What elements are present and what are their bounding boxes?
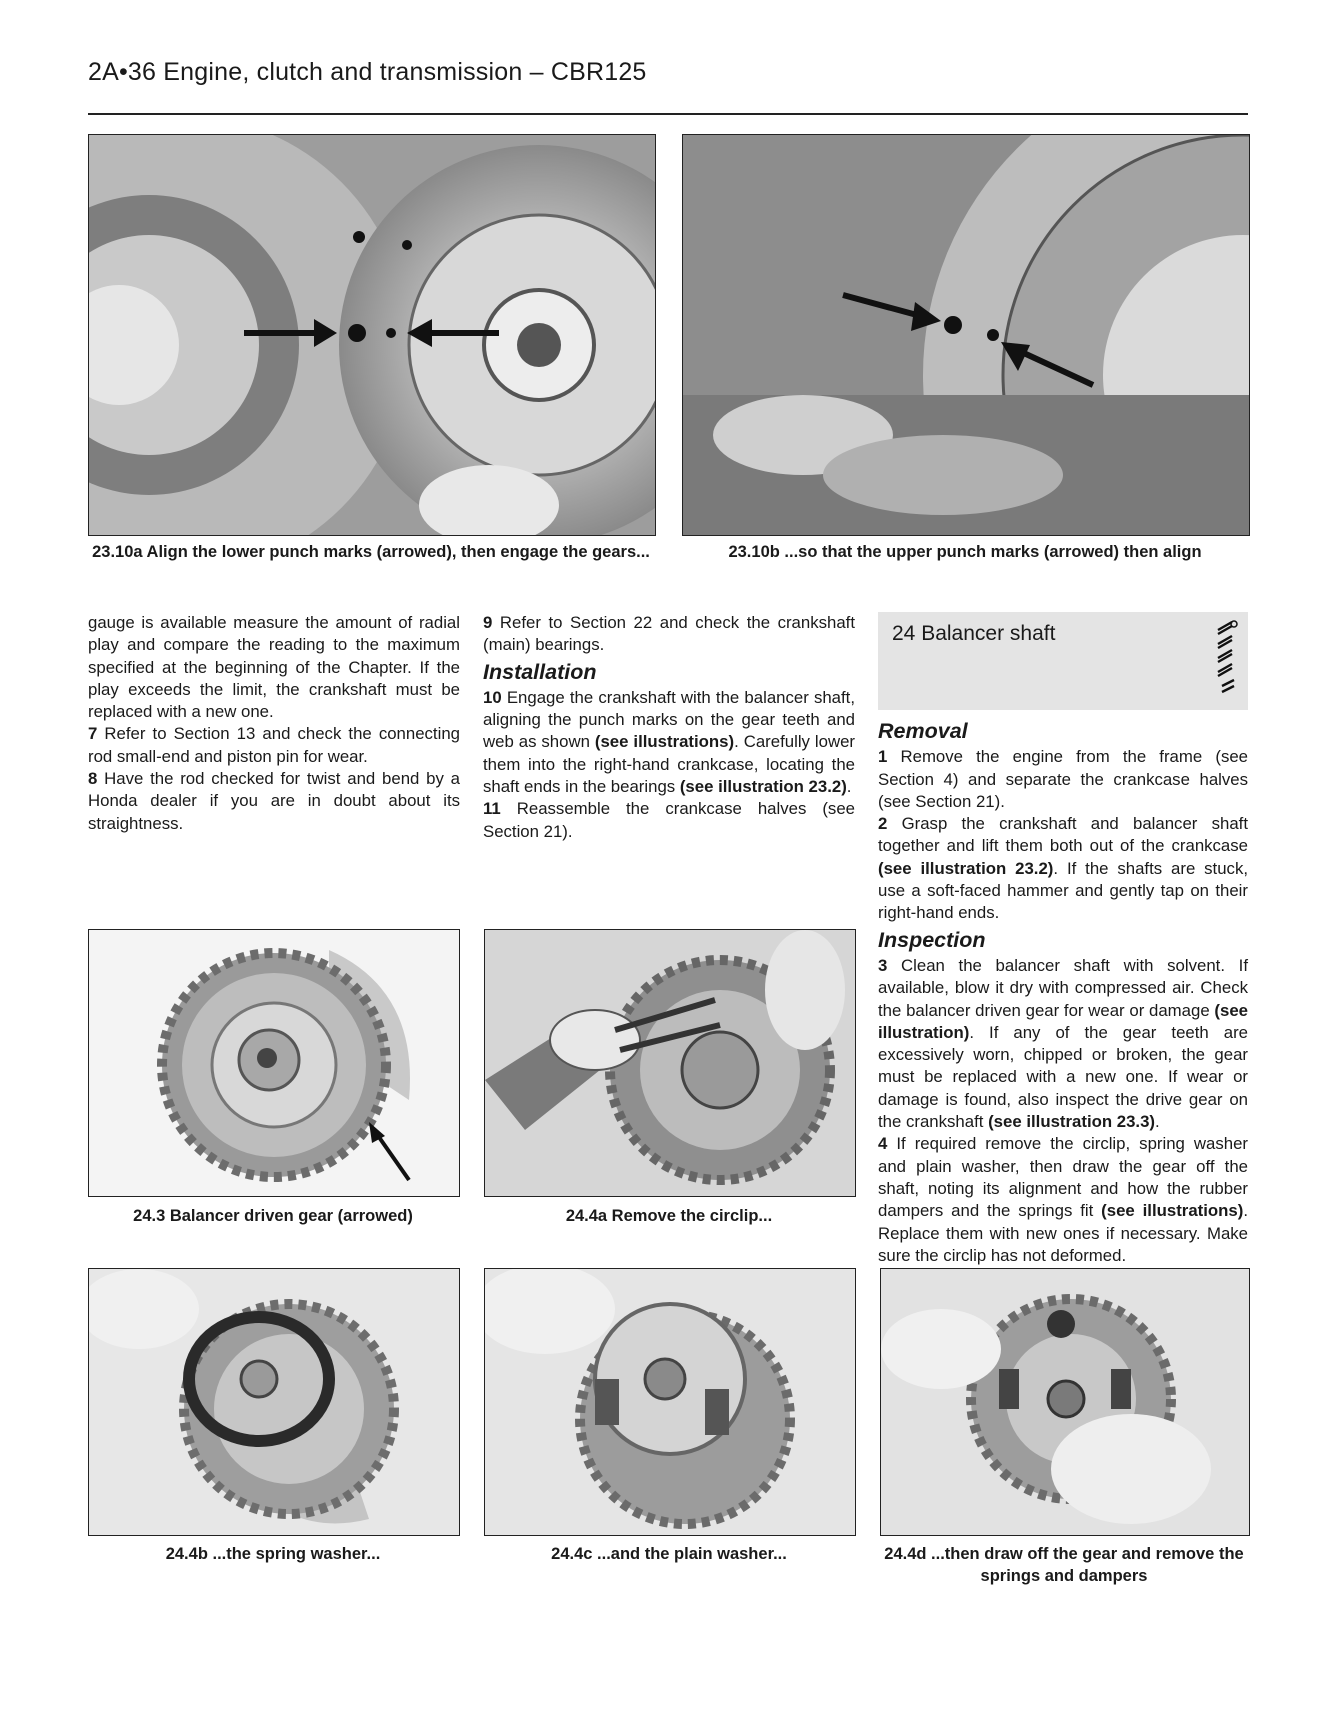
inspection-heading: Inspection <box>878 927 986 952</box>
header-rule <box>88 113 1248 115</box>
para-10-num: 10 <box>483 687 502 707</box>
para-24-2-text-a: Grasp the crankshaft and balancer shaft together and lift them both out of the crankcase <box>878 814 1248 856</box>
caption-24-4c: 24.4c ...and the plain washer... <box>551 1545 787 1563</box>
para-8 <box>88 768 460 835</box>
para-10 <box>483 687 855 798</box>
para-24-2-num: 2 <box>878 814 888 834</box>
photo-24-3-image <box>89 930 459 1196</box>
para-24-3-num: 3 <box>878 955 888 975</box>
para-24-1-num: 1 <box>878 747 888 767</box>
para-10-text-a: Engage the crankshaft with the balancer shaft, aligning the punch marks on the gear teeth and web as shown <box>483 687 855 752</box>
para-24-3-text-c: . <box>1155 1112 1160 1132</box>
column-3 <box>878 716 1248 1267</box>
para-24-3-ref-2: (see illustration 23.3) <box>988 1112 1156 1132</box>
para-7 <box>88 723 460 768</box>
para-24-2-text-b: . If the shafts are stuck, use a soft-faced hammer and gently tap on their right-hand ends. <box>878 858 1249 923</box>
para-8-text: Have the rod checked for twist and bend by a Honda dealer if you are in doubt about its straightness. <box>88 769 460 833</box>
para-10-text-b: . Carefully lower them into the right-hand crankcase, locating the shaft ends in the bearings <box>483 732 855 797</box>
para-24-3-ref-1: (see illustration) <box>878 1000 1248 1042</box>
para-24-1-text: Remove the engine from the frame (see Section 4) and separate the crankcase halves (see Section 21). <box>878 747 1248 811</box>
photo-24-4c <box>484 1268 856 1536</box>
para-9-text: Refer to Section 22 and check the crankshaft (main) bearings. <box>483 613 855 655</box>
para-10-ref-1: (see illustrations) <box>594 732 735 752</box>
caption-24-3: 24.3 Balancer driven gear (arrowed) <box>133 1207 413 1225</box>
para-10-ref-2: (see illustration 23.2) <box>679 777 847 797</box>
photo-24-4a <box>484 929 856 1197</box>
installation-heading: Installation <box>483 659 597 684</box>
para-continued: gauge is available measure the amount of radial play and compare the reading to the maximum specified at the beginning of the Chapter. If the play exceeds the limit, the crankshaft must be replaced with a new one. <box>88 613 460 722</box>
para-9 <box>483 612 855 657</box>
para-11 <box>483 798 855 843</box>
para-24-4-text-a: If required remove the circlip, spring washer and plain washer, then draw the gear off the shaft, noting its alignment and how the rubber dampers and the springs fit <box>878 1134 1248 1221</box>
photo-24-4b <box>88 1268 460 1536</box>
photo-24-3 <box>88 929 460 1197</box>
para-24-4 <box>878 1133 1248 1267</box>
photo-24-4a-image <box>485 930 855 1196</box>
para-10-text-c: . <box>846 777 852 797</box>
photo-24-4b-image <box>89 1269 459 1535</box>
caption-24-4b: 24.4b ...the spring washer... <box>165 1545 381 1563</box>
section-24-box <box>878 612 1248 710</box>
caption-23-10a: 23.10a Align the lower punch marks (arrowed), then engage the gears... <box>92 543 650 561</box>
para-24-2-ref: (see illustration 23.2) <box>878 858 1054 878</box>
para-8-num: 8 <box>88 769 98 789</box>
para-24-4-num: 4 <box>878 1134 888 1154</box>
photo-23-10b-image <box>683 135 1249 535</box>
para-24-3-text-b: . If any of the gear teeth are excessively worn, chipped or broken, the gear must be replaced with a new one. If wear or damage is found, also inspect the drive gear on the crankshaft <box>878 1022 1248 1132</box>
photo-23-10b <box>682 134 1250 536</box>
para-11-num: 11 <box>483 799 501 819</box>
para-24-3-text-a: Clean the balancer shaft with solvent. If available, blow it dry with compressed air. Check the balancer driven gear for wear or damage <box>878 955 1248 1020</box>
section-title: 24 Balancer shaft <box>892 622 1056 645</box>
photo-23-10a-image <box>89 135 655 535</box>
photo-24-4c-image <box>485 1269 855 1535</box>
para-11-text: Reassemble the crankcase halves (see Section 21). <box>483 799 855 841</box>
para-24-4-text-b: . Replace them with new ones if necessary. Make sure the circlip has not deformed. <box>878 1201 1249 1265</box>
caption-23-10b: 23.10b ...so that the upper punch marks (arrowed) then align <box>728 543 1202 561</box>
removal-heading: Removal <box>878 719 968 743</box>
caption-24-4a: 24.4a Remove the circlip... <box>565 1207 773 1225</box>
page-header: 2A•36 Engine, clutch and transmission – CBR125 <box>88 58 647 86</box>
caption-24-4d: 24.4d ...then draw off the gear and remove the springs and dampers <box>884 1545 1244 1585</box>
column-1 <box>88 612 460 835</box>
para-24-2 <box>878 813 1248 924</box>
para-24-4-ref: (see illustrations) <box>1101 1201 1244 1221</box>
photo-24-4d-image <box>881 1269 1249 1535</box>
para-24-3 <box>878 955 1248 1133</box>
para-7-text: Refer to Section 13 and check the connecting rod small-end and piston pin for wear. <box>88 724 460 766</box>
photo-23-10a <box>88 134 656 536</box>
photo-24-4d <box>880 1268 1250 1536</box>
spanner-rating-icon <box>1214 620 1240 698</box>
para-24-1 <box>878 746 1248 813</box>
column-2 <box>483 612 855 843</box>
para-9-num: 9 <box>483 613 493 632</box>
para-7-num: 7 <box>88 724 98 744</box>
